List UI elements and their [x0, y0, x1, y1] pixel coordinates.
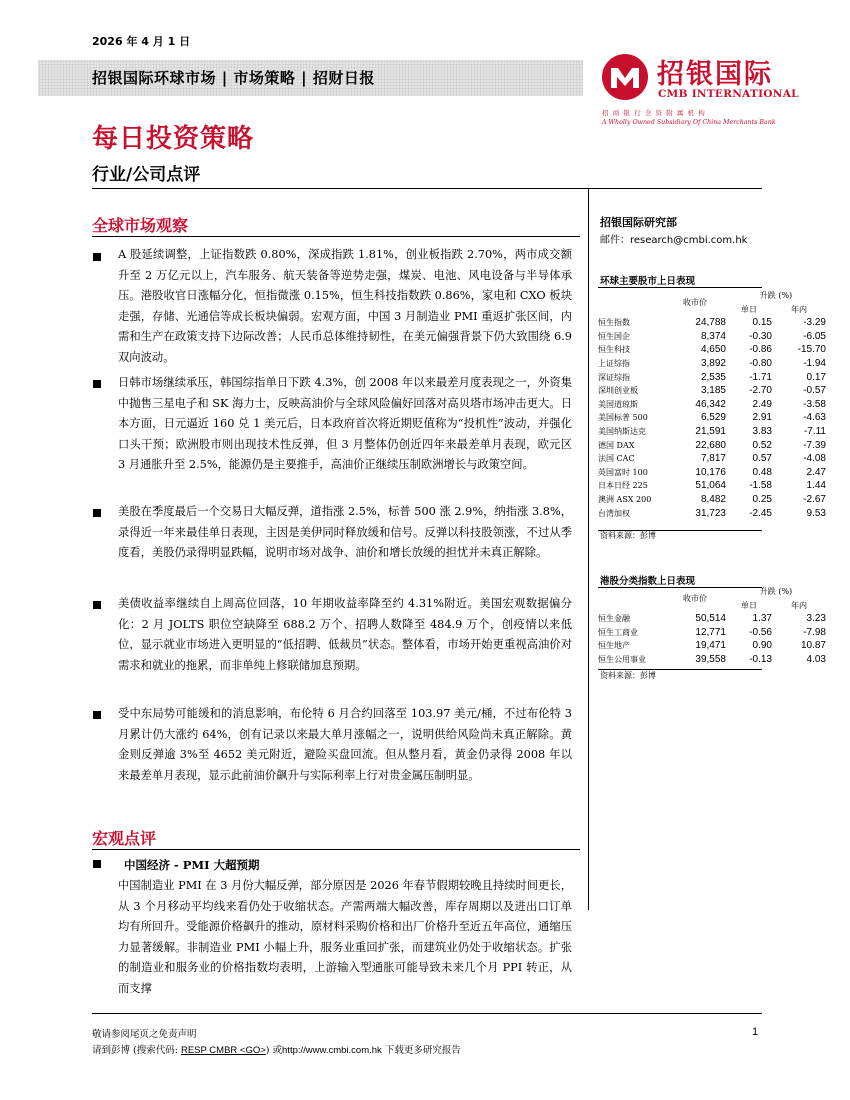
table-row: [598, 507, 826, 521]
cmbi-logo-icon: [600, 52, 650, 102]
table1-title: 环球主要股市上日表现: [600, 276, 696, 287]
index-close: 46,342: [695, 398, 726, 410]
title-divider: [92, 188, 762, 189]
table2-col-ytd: 年内: [791, 600, 807, 610]
index-name: 恒生地产: [598, 641, 630, 651]
page-number: 1: [752, 1026, 759, 1038]
global-bullet-5: 受中东局势可能缓和的消息影响，布伦特 6 月合约回落至 103.97 美元/桶，不过布伦特 3 月累计仍大涨约 64%，创有记录以来最大单月涨幅之一，说明供给风险尚未真正解除。黄金则反弹逾 3%至 4652 美元附近，避险买盘回流。但从整月看，黄金仍录得 2008 年以来最差单月表现，显示此前油价飙升与实际利率上行对贵金属压制明显。: [118, 707, 572, 782]
table2-col-change: 升跌 (%): [759, 587, 793, 596]
index-name: 恒生工商业: [598, 627, 638, 637]
header-title: 招银国际环球市场 | 市场策略 | 招财日报: [92, 69, 375, 87]
table-row: [598, 493, 826, 507]
index-ytd: -3.29: [803, 317, 826, 329]
index-ytd: 3.23: [806, 613, 826, 625]
index-day: -0.13: [749, 653, 772, 665]
table-row: [598, 398, 826, 412]
index-close: 2,535: [700, 371, 726, 383]
table-row: [598, 384, 826, 398]
logo-subtitle-cn: 招商银行全资附属机构: [602, 109, 709, 117]
table2-col-close: 收市价: [683, 593, 707, 603]
bullet-marker: [93, 380, 101, 388]
table-row: [598, 425, 826, 439]
index-day: 0.15: [752, 317, 772, 329]
index-ytd: -0.57: [803, 385, 826, 397]
index-ytd: 4.03: [806, 653, 826, 665]
table-row: [598, 626, 826, 640]
table1-col-day: 单日: [741, 304, 757, 314]
index-ytd: 2.47: [806, 466, 826, 478]
index-ytd: -3.58: [803, 398, 826, 410]
index-day: -2.70: [749, 385, 772, 397]
bullet-marker: [93, 253, 101, 261]
index-close: 6,529: [700, 412, 726, 424]
index-close: 24,788: [695, 317, 726, 329]
macro-subheading: 中国经济 - PMI 大超预期: [124, 858, 260, 872]
index-close: 31,723: [695, 507, 726, 519]
table-row: [598, 343, 826, 357]
table1-col-change: 升跌 (%): [759, 291, 793, 300]
index-name: 澳洲 ASX 200: [598, 494, 652, 504]
index-close: 3,185: [700, 385, 726, 397]
table-row: [598, 357, 826, 371]
footer-download-note: [92, 1042, 461, 1056]
global-bullet-2: 日韩市场继续承压，韩国综指单日下跌 4.3%，创 2008 年以来最差月度表现之一，外资集中抛售三星电子和 SK 海力士，反映高油价与全球风险偏好回落对高贝塔市场冲击更大。日本方面，日元逼近 160 兑 1 美元后，日本政府首次将近期贬值称为“投机性”波动，并强化口头干预；欧洲股市则出现技术性反弹，但 3 月整体仍创近四年来最差单月表现，欧元区 3 月通胀升至 2.5%，能源仍是主要推手，高油价正继续压制欧洲增长与政策空间。: [118, 376, 572, 471]
index-day: -1.71: [749, 371, 772, 383]
index-ytd: 9.53: [806, 507, 826, 519]
table-row: [598, 639, 826, 653]
table-row: [598, 653, 826, 667]
footer-text-post: 下载更多研究报告: [381, 1045, 461, 1056]
table-row: [598, 411, 826, 425]
table1-col-ytd: 年内: [791, 304, 807, 314]
index-day: 0.25: [752, 493, 772, 505]
index-day: -0.30: [749, 330, 772, 342]
footer-divider: [92, 1013, 762, 1014]
index-close: 51,064: [695, 480, 726, 492]
table-row: [598, 439, 826, 453]
index-day: -2.45: [749, 507, 772, 519]
logo-subtitle-en: A Wholly Owned Subsidiary Of China Merchants Bank: [602, 119, 776, 126]
index-name: 日本日经 225: [598, 481, 648, 491]
index-day: 1.37: [752, 613, 772, 625]
index-close: 19,471: [695, 640, 726, 652]
global-bullet-4: 美债收益率继续自上周高位回落，10 年期收益率降至约 4.31%附近。美国宏观数据偏分化：2 月 JOLTS 职位空缺降至 688.2 万个、招聘人数降至 484.9 万个，创疫情以来低位，显示就业市场进入更明显的“低招聘、低裁员”状态。整体看，市场开始更重视高油价对需求和就业的拖累，而非单纯上修联储加息预期。: [118, 597, 572, 672]
index-close: 12,771: [695, 626, 726, 638]
index-close: 3,892: [700, 357, 726, 369]
index-day: 0.90: [752, 640, 772, 652]
index-day: 3.83: [752, 425, 772, 437]
section-title-global: 全球市场观察: [92, 216, 189, 235]
table1-col-close: 收市价: [683, 297, 707, 307]
footer-disclaimer[interactable]: 敬请参阅尾页之免责声明: [92, 1029, 197, 1040]
index-name: 恒生国企: [598, 331, 630, 341]
index-ytd: -1.94: [803, 357, 826, 369]
page-title: 每日投资策略: [92, 124, 255, 154]
table2: [598, 585, 826, 667]
table-row: [598, 316, 826, 330]
index-close: 8,374: [700, 330, 726, 342]
table2-source: 资料来源：彭博: [600, 671, 656, 680]
index-ytd: -15.70: [797, 344, 826, 356]
bullet-marker: [93, 860, 101, 868]
section-divider-macro: [92, 849, 580, 850]
logo-text-en: CMB INTERNATIONAL: [658, 88, 799, 100]
table-row: [598, 479, 826, 493]
index-name: 深证综指: [598, 372, 630, 382]
website-link[interactable]: http://www.cmbi.com.hk: [282, 1045, 382, 1056]
index-day: 0.48: [752, 466, 772, 478]
macro-body: 中国制造业 PMI 在 3 月份大幅反弹，部分原因是 2026 年春节假期较晚且持续时间更长，从 3 个月移动平均线来看仍处于收缩状态。产需两端大幅改善，库存周期以及进出口订单均有所回升。受能源价格飙升的推动，原材料采购价格和出厂价格升至近五年高位，通缩压力显著缓解。非制造业 PMI 小幅上升，服务业重回扩张，而建筑业仍处于收缩状态。扩张的制造业和服务业的价格指数均表明，上游输入型通胀可能导致未来几个月 PPI 转正，从而支撑: [118, 879, 572, 995]
sidebar-org: 招银国际研究部: [600, 216, 677, 229]
index-day: -1.58: [749, 480, 772, 492]
table2-title: 港股分类指数上日表现: [600, 576, 696, 587]
index-name: 恒生公用事业: [598, 654, 646, 664]
index-ytd: 1.44: [806, 480, 826, 492]
footer-text-pre: 请到彭博 (搜索代码:: [92, 1045, 181, 1056]
index-ytd: -7.11: [803, 425, 826, 437]
bullet-marker: [93, 711, 101, 719]
index-name: 恒生指数: [598, 318, 630, 328]
index-name: 上证综指: [598, 358, 630, 368]
sidebar-email: 邮件：research@cmbi.com.hk: [600, 235, 748, 246]
table1: [598, 289, 826, 520]
table-row: [598, 466, 826, 480]
index-day: 2.49: [752, 398, 772, 410]
table-row: [598, 330, 826, 344]
table2-col-day: 单日: [741, 600, 757, 610]
table1-source: 资料来源：彭博: [600, 531, 656, 540]
index-day: -0.86: [749, 344, 772, 356]
page-subtitle: 行业/公司点评: [92, 165, 201, 185]
report-date: 2026 年 4 月 1 日: [92, 35, 191, 48]
index-close: 10,176: [695, 466, 726, 478]
index-close: 7,817: [700, 453, 726, 465]
index-name: 德国 DAX: [598, 440, 635, 450]
index-day: -0.80: [749, 357, 772, 369]
global-bullet-1: A 股延续调整，上证指数跌 0.80%，深成指跌 1.81%，创业板指跌 2.70%，两市成交额升至 2 万亿元以上，汽车服务、航天装备等逆势走强，煤炭、电池、风电设备与半导体承压。港股收官日涨幅分化，恒指微涨 0.15%，恒生科技指数跌 0.86%，家电和 CXO 板块走强，存储、光通信等成长板块偏弱。宏观方面，中国 3 月制造业 PMI 重返扩张区间，内需和生产在政策支持下边际改善；人民币总体维持韧性，在美元偏强背景下仍大致围绕 6.9 双向波动。: [118, 248, 572, 364]
section-title-macro: 宏观点评: [92, 829, 157, 848]
table-row: [598, 371, 826, 385]
index-name: 美国纳斯达克: [598, 426, 646, 436]
section-divider-global: [92, 236, 580, 237]
bullet-marker: [93, 509, 101, 517]
bloomberg-code-link[interactable]: RESP CMBR <GO>: [180, 1045, 266, 1056]
index-name: 英国富时 100: [598, 467, 648, 477]
index-ytd: 0.17: [806, 371, 826, 383]
footer-text-mid: ) 或: [265, 1045, 283, 1056]
index-day: 0.57: [752, 453, 772, 465]
index-name: 恒生金融: [598, 614, 630, 624]
table1-top-rule: [598, 287, 762, 288]
index-ytd: -4.08: [803, 453, 826, 465]
index-day: 0.52: [752, 439, 772, 451]
index-name: 美国道琼斯: [598, 399, 638, 409]
index-close: 21,591: [695, 425, 726, 437]
index-name: 恒生科技: [598, 345, 630, 355]
index-name: 深圳创业板: [598, 386, 638, 396]
index-close: 50,514: [695, 613, 726, 625]
index-name: 法国 CAC: [598, 454, 635, 464]
column-divider: [588, 188, 589, 910]
table-row: [598, 612, 826, 626]
index-ytd: 10.87: [800, 640, 826, 652]
index-ytd: -2.67: [803, 493, 826, 505]
index-day: 2.91: [752, 412, 772, 424]
index-close: 39,558: [695, 653, 726, 665]
index-day: -0.56: [749, 626, 772, 638]
index-close: 8,482: [700, 493, 726, 505]
logo-text-cn: 招银国际: [657, 59, 773, 90]
global-bullet-3: 美股在季度最后一个交易日大幅反弹，道指涨 2.5%，标普 500 涨 2.9%，纳指涨 3.8%，录得近一年来最佳单日表现，主因是美伊同时释放缓和信号。反弹以科技股领涨，不过从季度看，美股仍录得明显跌幅，说明市场对战争、油价和增长放缓的担忧并未真正解除。: [118, 505, 572, 559]
index-ytd: -6.05: [803, 330, 826, 342]
index-name: 美国标普 500: [598, 413, 648, 423]
index-ytd: -4.63: [803, 412, 826, 424]
index-ytd: -7.98: [803, 626, 826, 638]
index-close: 22,680: [695, 439, 726, 451]
table-row: [598, 452, 826, 466]
index-name: 台湾加权: [598, 508, 630, 518]
index-close: 4,650: [700, 344, 726, 356]
bullet-marker: [93, 601, 101, 609]
index-ytd: -7.39: [803, 439, 826, 451]
